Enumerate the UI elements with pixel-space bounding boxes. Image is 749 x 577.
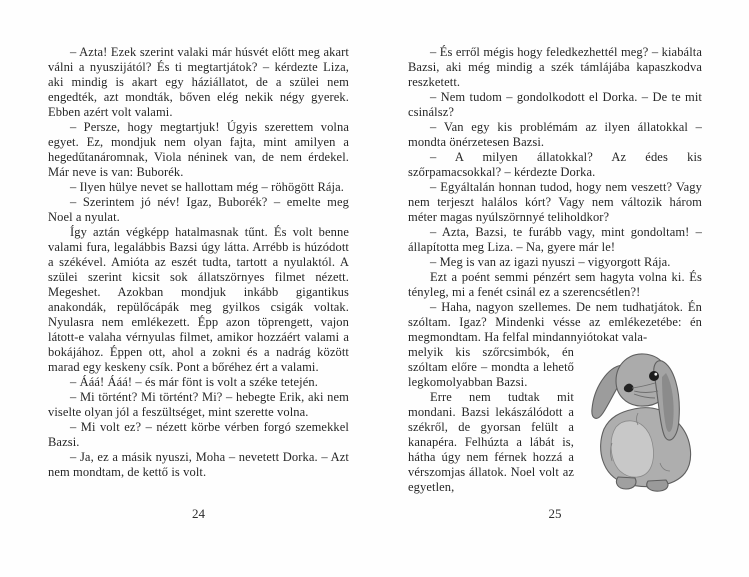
paragraph: – És erről mégis hogy feledkezhettél meg? – kiabálta Bazsi, aki még mindig a szék támlájába kapaszkodva reszketett.: [408, 45, 702, 89]
page-right-text: [408, 45, 702, 495]
page-number-left: 24: [192, 506, 205, 521]
paragraph: – Szerintem jó név! Igaz, Buborék? – emelte meg Noel a nyulat.: [48, 195, 349, 224]
right-page-wrap-region: [408, 345, 702, 495]
paragraph: – Azta! Ezek szerint valaki már húsvét előtt meg akart válni a nyuszijától? És ti megtartjátok? – kérdezte Liza, aki mindig is akart egy háziállatot, de a szülei nem engedték, azt mondták, bőven elég nekik négy gyerek. Ebben azért volt valami.: [48, 45, 349, 119]
paragraph: – Haha, nagyon szellemes. De nem tudhatjátok. Én szóltam. Igaz? Mindenki vésse az emlékezetébe: én megmondtam. Ha felfal mindannyiótokat vala-: [408, 300, 702, 344]
rabbit-illustration: [580, 343, 702, 495]
paragraph: – Persze, hogy megtartjuk! Úgyis szerettem volna egyet. Ez, mondjuk nem olyan fajta, mint amilyen a hegedűtanáromnak, Viola néninek van, de nem érdekel. Már neve is van: Buborék.: [48, 120, 349, 179]
page-number-right: 25: [548, 506, 562, 521]
paragraph: Erre nem tudtak mit mondani. Bazsi lekászálódott a székről, de gyorsan felült a kanapéra. Felhúzta a lábát is, hátha úgy nem férnek hozzá a vérszomjas állatok. Noel volt az egyetlen,: [408, 390, 574, 494]
page-left-text: [48, 45, 349, 480]
paragraph: – Ilyen hülye nevet se hallottam még – röhögött Rája.: [70, 180, 344, 194]
paragraph: – Nem tudom – gondolkodott el Dorka. – De te mit csinálsz?: [408, 90, 702, 119]
paragraph: – Ááá! Ááá! – és már fönt is volt a széke tetején.: [70, 375, 318, 389]
paragraph: Így aztán végképp hatalmasnak tűnt. És volt benne valami fura, legalábbis Bazsi úgy látta. Arrébb is húzódott a székével. Amióta az eszét tudta, tartott a nyulaktól. A szülei szerint kicsit sok állatszörnyes filmet nézett. Megeshet. Azokban mondjuk inkább gigantikus anakondák, repülőcápák meg gyilkos csigák voltak. Nyulasra nem emlékezett. Épp azon töprengett, vajon látott-e valaha vérnyulas filmet, amikor hozzáért valami a bokájához. Éppen ott, ahol a zokni és a nadrág között marad egy keskeny csík. Pont a bőréhez ért a valami.: [48, 225, 349, 374]
paragraph: – Azta, Bazsi, te furább vagy, mint gondoltam! – állapította meg Liza. – Na, gyere már le!: [408, 225, 702, 254]
paragraph: – Mi történt? Mi történt? Mi? – hebegte Erik, aki nem viselte olyan jól a feszültséget, mint szerette volna.: [48, 390, 349, 419]
paragraph: melyik kis szőrcsimbók, én szóltam előre – mondta a lehető legkomolyabban Bazsi.: [408, 345, 574, 389]
paragraph: – Mi volt ez? – nézett körbe vérben forgó szemekkel Bazsi.: [48, 420, 349, 449]
paragraph: – Egyáltalán honnan tudod, hogy nem veszett? Vagy nem terjeszt halálos kórt? Vagy nem változik három méter magas nyúlszörnnyé teliholdkor?: [408, 180, 702, 224]
paragraph: – Ja, ez a másik nyuszi, Moha – nevetett Dorka. – Azt nem mondtam, de kettő is volt.: [48, 450, 349, 479]
right-page-upper-text: [408, 45, 702, 345]
paragraph: – A milyen állatokkal? Az édes kis szőrpamacsokkal? – kérdezte Dorka.: [408, 150, 702, 179]
rabbit-icon: [580, 343, 702, 495]
paragraph: – Van egy kis problémám az ilyen állatokkal – mondta önérzetesen Bazsi.: [408, 120, 702, 149]
paragraph: – Meg is van az igazi nyuszi – vigyorgott Rája.: [430, 255, 671, 269]
paragraph: Ezt a poént semmi pénzért sem hagyta volna ki. És tényleg, mi a fenét csinál ez a szerencsétlen?!: [408, 270, 702, 299]
